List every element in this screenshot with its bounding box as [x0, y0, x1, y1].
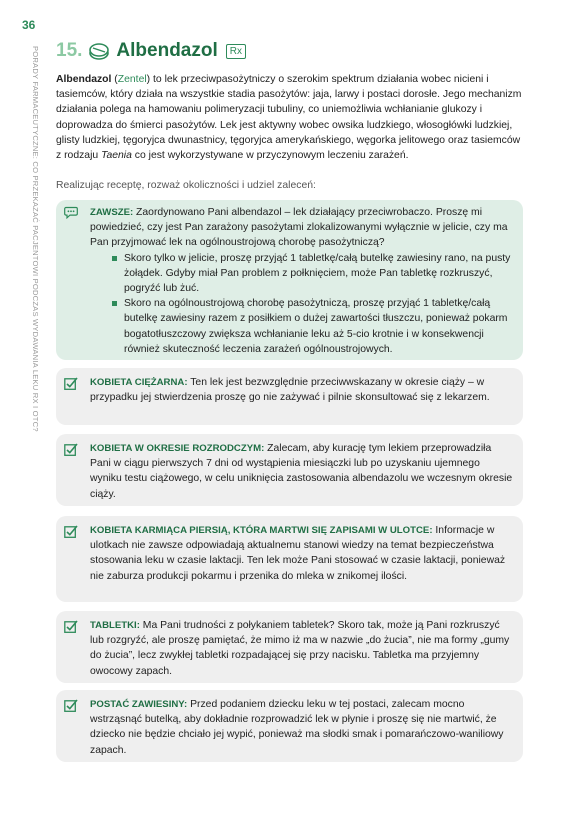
checkbox-icon: [64, 443, 78, 456]
side-running-title: PORADY FARMACEUTYCZNE: CO PRZEKAZAĆ PACJENTOWI PODCZAS WYDAWANIA LEKU RX I OTC?: [31, 46, 40, 432]
pregnant-content: [90, 375, 513, 405]
intro-drug-name: Albendazol: [56, 74, 112, 85]
always-label: ZAWSZE:: [90, 207, 134, 218]
tablets-content: [90, 618, 513, 679]
pill-icon: [88, 40, 110, 62]
checkbox-icon: [64, 377, 78, 390]
rx-badge: Rx: [226, 44, 246, 59]
reproductive-age-content: [90, 441, 513, 502]
reproductive-age-box: [56, 434, 523, 506]
page-number: 36: [22, 18, 36, 32]
always-content: [90, 205, 513, 357]
drug-title: Albendazol: [116, 40, 218, 61]
suspension-content: [90, 697, 513, 758]
lead-text: Realizując receptę, rozważ okoliczności i udziel zaleceń:: [56, 180, 316, 191]
intro-text-1: ) to lek przeciwpasożytniczy o szerokim spektrum działania wobec nicieni i tasiemców, który działa na wszystkie stadia pasożytów: jaja, larwy i postaci dorosłe. Jego mechanizm działania polega na hamowaniu polimeryzacji tubuliny, co uniemożliwia wchłanianie glukozy i doprowadza do śmierci pasożytów. Lek jest aktywny wobec owsika ludzkiego, włosogłówki ludzkiej, glisty ludzkiej, tęgoryjca dwunastnicy, tęgoryjca amerykańskiego, węgorka jelitowego oraz tasiemców z rodzaju: [56, 74, 522, 162]
intro-brand-name: Zentel: [117, 74, 147, 85]
breastfeeding-label: KOBIETA KARMIĄCA PIERSIĄ, KTÓRA MARTWI SIĘ ZAPISAMI W ULOTCE:: [90, 525, 433, 536]
always-bullet-list: [110, 251, 513, 357]
reproductive-age-label: KOBIETA W OKRESIE ROZRODCZYM:: [90, 443, 265, 454]
pregnant-text: Ten lek jest bezwzględnie przeciwwskazany w okresie ciąży – w przypadku jej stwierdzenia proszę go nie zażywać i pilnie skonsultować się z lekarzem.: [90, 377, 490, 404]
always-bullet-2: Skoro na ogólnoustrojową chorobę pasożytniczą, proszę przyjąć 1 tabletkę/całą butelkę zawiesiny razem z posiłkiem o dużej zawartości tłuszczu, ponieważ pokarm bogatotłuszczowy zwiększa wchłanianie leku aż 5-cio krotnie i w konsekwencji również skuteczność leczenia zarażeń ogólnoustrojowych.: [110, 296, 513, 357]
suspension-text: Przed podaniem dziecku leku w tej postaci, zalecam mocno wstrząsnąć butelką, aby dokładnie rozprowadzić lek w płynie i proszę się nie martwić, że dziecko nie będzie chciało jej wypić, ponieważ ma słodki smak i pomarańczowo-waniliowy zapach.: [90, 699, 504, 756]
checkbox-icon: [64, 525, 78, 538]
pregnant-label: KOBIETA CIĘŻARNA:: [90, 377, 188, 388]
intro-paragraph: [56, 72, 524, 163]
pregnant-box: [56, 368, 523, 425]
checkbox-icon: [64, 699, 78, 712]
breastfeeding-box: [56, 516, 523, 602]
tablets-box: [56, 611, 523, 683]
checkbox-icon: [64, 620, 78, 633]
chat-icon: [64, 206, 78, 219]
suspension-label: POSTAĆ ZAWIESINY:: [90, 699, 188, 710]
always-paragraph: [90, 205, 513, 251]
breastfeeding-text: Informacje w ulotkach nie zawsze odpowiadają aktualnemu stanowi wiedzy na temat bezpieczeństwa stosowania leku w czasie laktacji. Ten lek może Pani stosować w czasie laktacji, ponieważ nie zaburza produkcji pokarmu i przenika do mleka w znikomej ilości.: [90, 525, 506, 582]
suspension-box: [56, 690, 523, 762]
tablets-text: Ma Pani trudności z połykaniem tabletek? Skoro tak, może ją Pani rozkruszyć lub rozgryźć, ale proszę pamiętać, że mimo iż ma w nazwie „do żucia”, nie ma formy „gumy do żucia”, lecz zwykłej tabletki rozpadającej się przy nacisku. Tabletka ma przyjemny owocowy zapach.: [90, 620, 510, 677]
intro-taenia: Taenia: [101, 150, 132, 162]
always-text: Zaordynowano Pani albendazol – lek działający przeciwrobaczo. Proszę mi powiedzieć, czy jest Pan zarażony pasożytami zlokalizowanymi wyłącznie w jelicie, czy ma Pan przyjmować lek na ogólnoustrojową chorobę pasożytniczą?: [90, 207, 508, 249]
reproductive-age-text: Zalecam, aby kurację tym lekiem przeprowadziła Pani w ciągu pierwszych 7 dni od wystąpienia miesiączki lub po uzyskaniu ujemnego wyniku testu ciążowego, w celu uniknięcia zastosowania albendazolu we wczesnym okresie ciąży.: [90, 443, 513, 500]
intro-open-paren: (: [111, 74, 118, 85]
always-bullet-1: Skoro tylko w jelicie, proszę przyjąć 1 tabletkę/całą butelkę zawiesiny rano, na pusty żołądek. Gdyby miał Pan problem z połknięciem, może Pan tabletkę rozkruszyć, pogryźć lub żuć.: [110, 251, 513, 297]
intro-text-2: co jest wykorzystywane w przyczynowym leczeniu zarażeń.: [131, 150, 409, 162]
tablets-label: TABLETKI:: [90, 620, 140, 631]
section-number: 15.: [56, 40, 83, 61]
section-header: [56, 38, 246, 64]
always-box: [56, 200, 523, 360]
breastfeeding-content: [90, 523, 513, 584]
